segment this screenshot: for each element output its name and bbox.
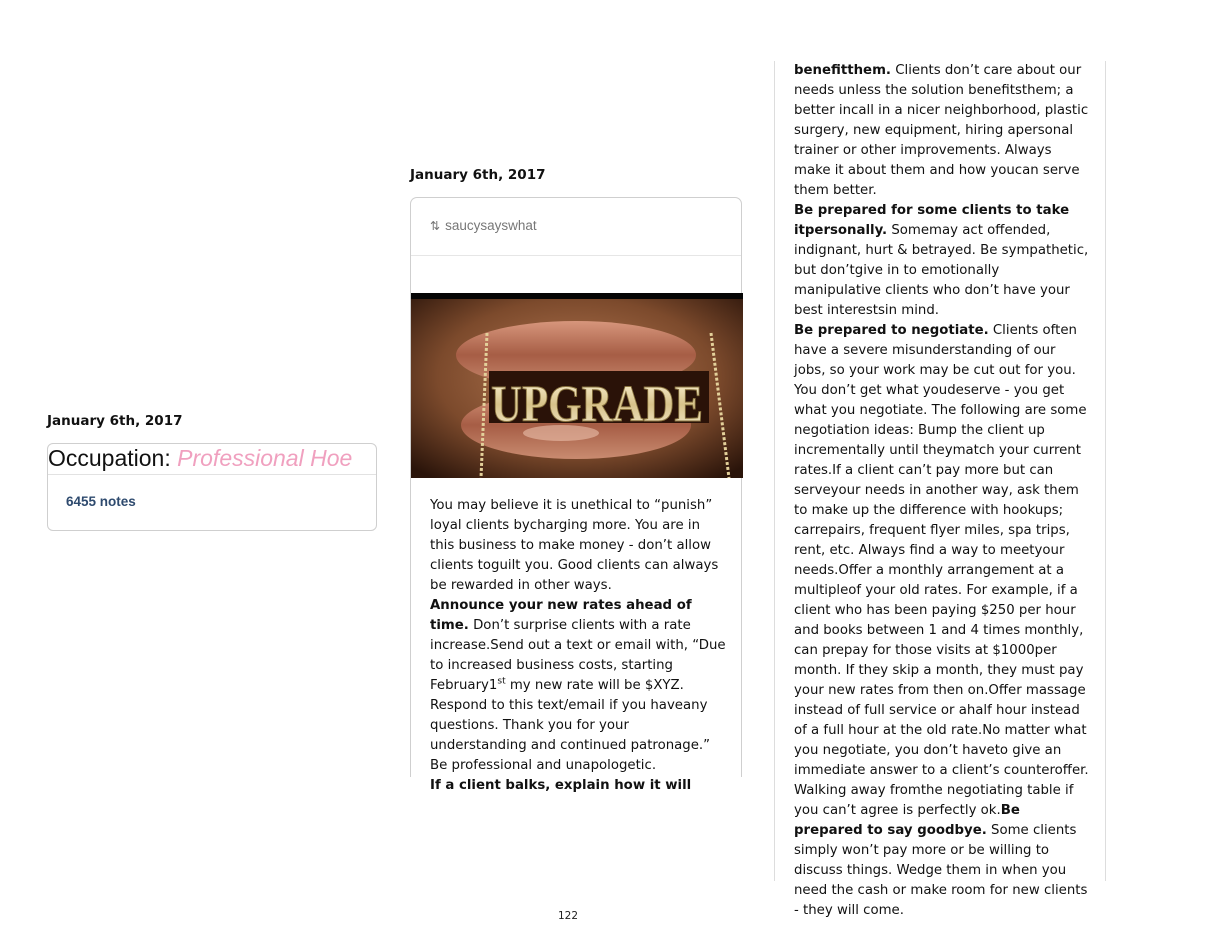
bold-lead: If a client balks, explain how it will [430,778,692,793]
image-text: UPGRADE [491,376,703,433]
notes-count[interactable]: 6455 notes [66,494,136,509]
paragraph [430,776,726,796]
post-card [47,443,377,531]
post-date: January 6th, 2017 [410,167,546,183]
paragraph: Be prepared to negotiate. Clients often have a severe misunderstanding of our jobs, so your work may be cut out for you. You don’t get what youdeserve - you get what you negotiate. The following are some negotiation ideas: Bump the client up incrementally until theymatch your current rates.If a client can’t pay more but can serveyour needs in another way, ask them to make up the difference with hookups; carrepairs, frequent flyer miles, spa trips, rent, etc. Always find a way to meetyour needs.Offer a monthly arrangement at a multipleof your old rates. For example, if a client who has been paying $250 per hour and books between 1 and 4 times monthly, can prepay for those visits at $1000per month. If they skip a month, they must pay your new rates from then on.Offer massage instead of full service or ahalf hour instead of a full hour at the old rate.No matter what you negotiate, you don’t haveto give an immediate answer to a client’s counteroffer. Walking away fromthe negotiating table if you can’t agree is perfectly ok.Be prepared to say goodbye. Some clients simply won’t pay more or be willing to discuss things. Wedge them in when you need the cash or make room for new clients - they will come. [794,323,1089,918]
paragraph: benefitthem. Clients don’t care about our needs unless the solution benefitsthem; a better incall in a nicer neighborhood, plastic surgery, new equipment, hiring apersonal trainer or other improvements. Always make it about them and how youcan serve them better. [794,63,1089,198]
bold-lead: Be prepared to negotiate. [794,323,989,338]
paragraph: Be prepared for some clients to take itpersonally. Somemay act offended, indignant, hurt & betrayed. Be sympathetic, but don’tgive in to emotionally manipulative clients who don’t have your best interestsin mind. [794,203,1089,318]
post-image [411,293,743,478]
post-date: January 6th, 2017 [47,413,183,429]
paragraph: Announce your new rates ahead of time. Don’t surprise clients with a rate increase.Send out a text or email with, “Due to increased business costs, starting February1st my new rate will be $XYZ. Respond to this text/email if you haveany questions. Thank you for your understanding and continued patronage.” Be professional and unapologetic. [430,598,726,773]
lips-upgrade-image [411,293,743,478]
reblog-header[interactable] [430,218,537,233]
bold-lead: benefitthem. [794,63,891,78]
bold-lead: Announce your new rates ahead of time. [430,598,692,633]
bold-lead: Be prepared to say goodbye. [794,803,1020,838]
page-number: 122 [558,910,579,922]
divider [48,474,376,475]
reblog-icon: ⇅ [430,219,441,233]
bold-lead: Be prepared for some clients to take itpersonally. [794,203,1070,238]
paragraph: You may believe it is unethical to “punish” loyal clients bycharging more. You are in this business to make money - don’t allow clients toguilt you. Good clients can always be rewarded in other ways. [430,498,719,593]
username[interactable]: saucysayswhat [445,218,537,233]
post-card [410,197,742,793]
post-body [794,61,1090,921]
occupation-value: Professional Hoe [177,445,353,471]
divider [411,255,741,256]
post-continuation [774,61,1106,918]
occupation-line [48,444,376,473]
occupation-label: Occupation: [48,445,171,471]
post-body [430,496,726,796]
